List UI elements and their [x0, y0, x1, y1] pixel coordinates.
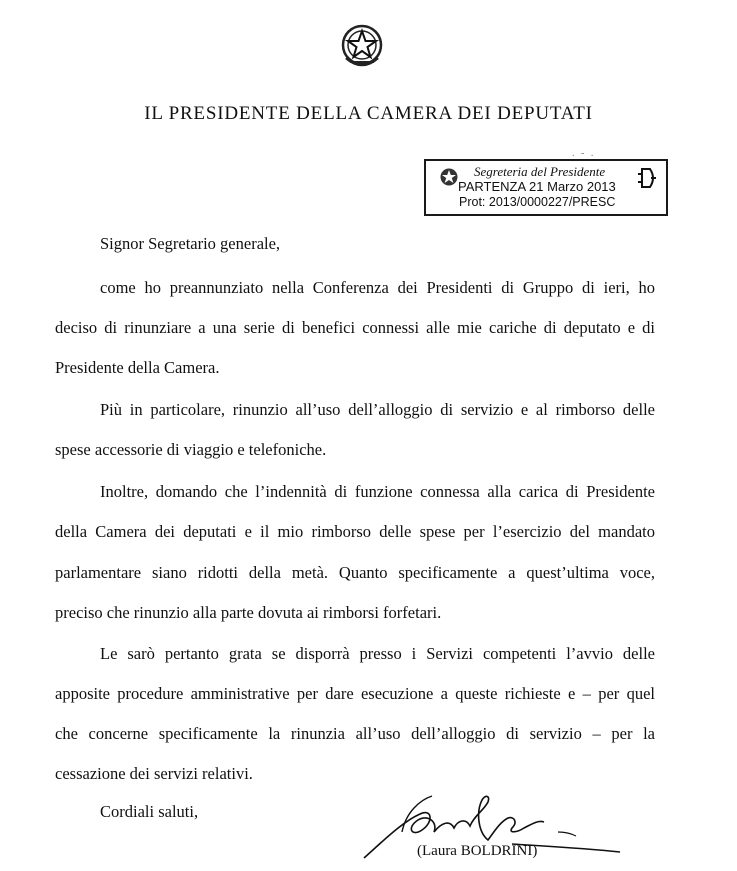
protocol-stamp [424, 159, 668, 216]
body-line: come ho preannunziato nella Conferenza dei Presidenti di Gruppo di ieri, ho [100, 278, 655, 297]
stamp-protocol: Prot: 2013/0000227/PRESC [459, 195, 616, 209]
body-line: spese accessorie di viaggio e telefoniche. [55, 440, 327, 459]
body-line: deciso di rinunziare a una serie di benefici connessi alle mie cariche di deputato e di [55, 318, 655, 337]
stamp-camera-logo-icon [636, 166, 658, 190]
salutation: Signor Segretario generale, [100, 234, 281, 253]
stamp-emblem-icon [439, 167, 459, 187]
body-line: Presidente della Camera. [55, 358, 220, 377]
body-line: Inoltre, domando che l’indennità di funzione connessa alla carica di Presidente [100, 482, 655, 501]
body-line: Più in particolare, rinunzio all’uso dell’alloggio di servizio e al rimborso delle [100, 400, 655, 419]
italian-republic-emblem-icon [338, 22, 386, 72]
stamp-office: Segreteria del Presidente [474, 164, 606, 179]
closing: Cordiali saluti, [100, 802, 199, 821]
body-line: che concerne specificamente la rinunzia all’uso dell’alloggio di servizio – per la [55, 724, 655, 743]
body-line: Le sarò pertanto grata se disporrà presso i Servizi competenti l’avvio delle [100, 644, 655, 663]
page-title: IL PRESIDENTE DELLA CAMERA DEI DEPUTATI [144, 103, 593, 124]
stamp-departure: PARTENZA 21 Marzo 2013 [458, 179, 616, 194]
body-line: cessazione dei servizi relativi. [55, 764, 253, 783]
signatory-name: (Laura BOLDRINI) [417, 843, 538, 859]
body-line: parlamentare siano ridotti della metà. Quanto specificamente a quest’ultima voce, [55, 563, 655, 582]
stamp-dots: . - . [572, 148, 596, 159]
body-line: apposite procedure amministrative per dare esecuzione a queste richieste e – per quel [55, 684, 655, 703]
body-line: preciso che rinunzio alla parte dovuta ai rimborsi forfetari. [55, 603, 442, 622]
body-line: della Camera dei deputati e il mio rimborso delle spese per l’esercizio del mandato [55, 522, 655, 541]
